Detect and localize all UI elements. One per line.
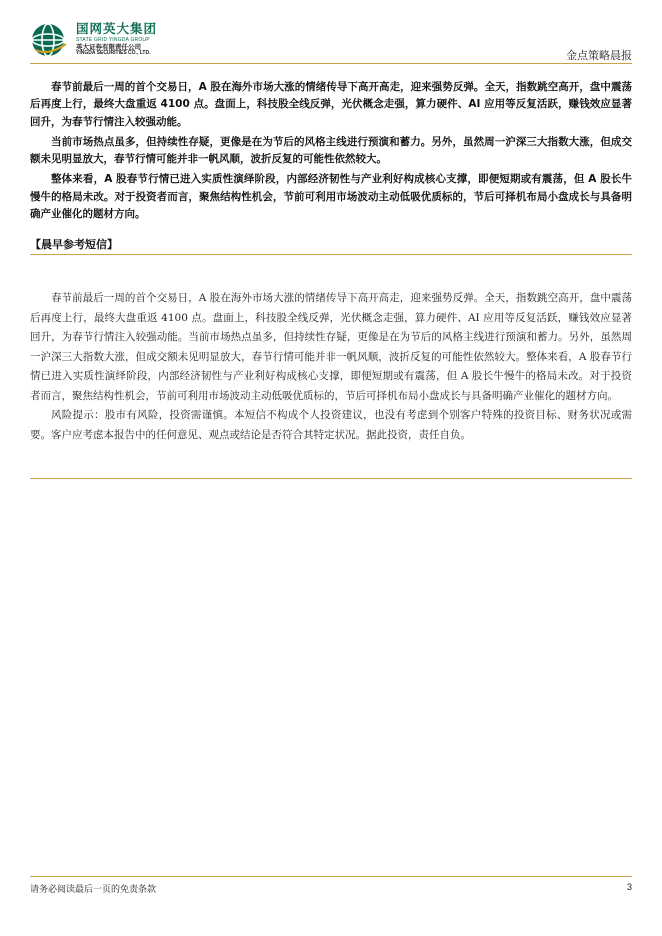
report-name: 金点策略晨报 (566, 49, 632, 62)
logo-company-name-en: YINGDA SECURITIES CO., LTD. (76, 50, 151, 56)
globe-logo-icon (30, 22, 70, 58)
section-end-divider (30, 478, 632, 479)
footer-divider (30, 876, 632, 877)
section-title: 【晨早参考短信】 (30, 238, 118, 251)
logo-group-name-en: STATE GRID YINGDA GROUP (76, 36, 150, 43)
company-logo (30, 22, 200, 58)
summary-paragraph: 整体来看，A 股春节行情已进入实质性演绎阶段，内部经济韧性与产业利好构成核心支撑，即便短期或有震荡，但 A 股长牛慢牛的格局未改。对于投资者而言，聚焦结构性机会，节前可利用市场波动主动低吸优质标的，节后可择机布局小盘成长与具备明确产业催化的题材方向。 (30, 173, 632, 221)
logo-company-name: 英大证券有限责任公司 (76, 42, 141, 51)
sms-section (30, 289, 632, 445)
header-divider (30, 63, 632, 64)
summary-section (30, 79, 632, 223)
sms-paragraph: 春节前最后一周的首个交易日，A 股在海外市场大涨的情绪传导下高开高走，迎来强势反弹。全天，指数跳空高开，盘中震荡后再度上行，最终大盘重返 4100 点。盘面上，科技股全线反弹，光伏概念走强，算力硬件、AI 应用等反复活跃，赚钱效应显著回升，为春节行情注入较强动能。当前市场热点虽多，但持续性存疑，更像是在为节后的风格主线进行预演和蓄力。另外，虽然周一沪深三大指数大涨，但成交额未见明显放大，春节行情可能并非一帆风顺，波折反复的可能性依然较大。整体来看，A 股春节行情已进入实质性演绎阶段，内部经济韧性与产业利好构成核心支撑，即便短期或有震荡，但 A 股长牛慢牛的格局未改。对于投资者而言，聚焦结构性机会，节前可利用市场波动主动低吸优质标的，节后可择机布局小盘成长与具备明确产业催化的题材方向。 (30, 292, 632, 402)
risk-warning-paragraph: 风险提示：股市有风险，投资需谨慎。本短信不构成个人投资建议，也没有考虑到个别客户特殊的投资目标、财务状况或需要。客户应考虑本报告中的任何意见、观点或结论是否符合其特定状况。据此投资，责任自负。 (30, 409, 632, 441)
section-divider (30, 254, 632, 255)
summary-paragraph: 春节前最后一周的首个交易日，A 股在海外市场大涨的情绪传导下高开高走，迎来强势反弹。全天，指数跳空高开，盘中震荡后再度上行，最终大盘重返 4100 点。盘面上，科技股全线反弹，光伏概念走强，算力硬件、AI 应用等反复活跃，赚钱效应显著回升，为春节行情注入较强动能。 (30, 81, 632, 128)
logo-group-name: 国网英大集团 (76, 21, 158, 36)
page-header (30, 22, 632, 60)
footer-disclaimer-note: 请务必阅读最后一页的免责条款 (30, 885, 157, 895)
page-number: 3 (626, 882, 632, 892)
summary-paragraph: 当前市场热点虽多，但持续性存疑，更像是在为节后的风格主线进行预演和蓄力。另外，虽然周一沪深三大指数大涨，但成交额未见明显放大，春节行情可能并非一帆风顺，波折反复的可能性依然较大。 (30, 135, 632, 166)
